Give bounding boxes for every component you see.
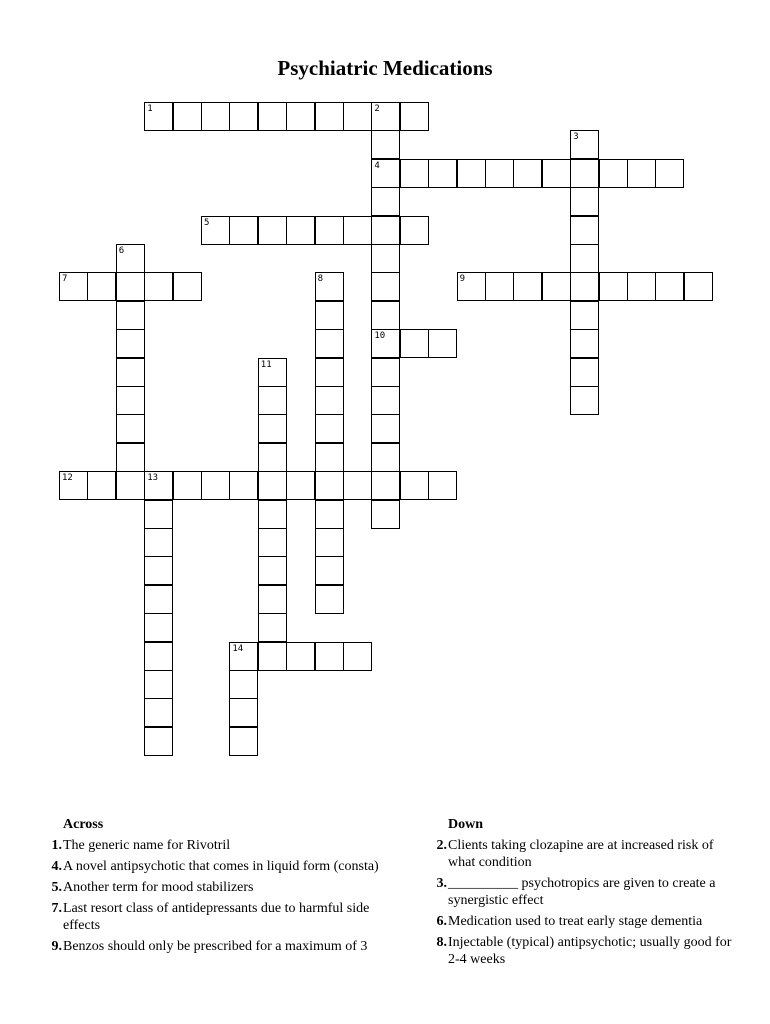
cell-number: 5 (204, 217, 210, 228)
grid-cell[interactable] (87, 471, 116, 500)
grid-cell[interactable] (173, 471, 202, 500)
cell-number: 7 (62, 274, 68, 285)
cell-number: 2 (374, 104, 380, 114)
grid-cell[interactable] (286, 216, 315, 245)
grid-cell[interactable] (371, 301, 400, 330)
grid-cell[interactable] (116, 301, 145, 330)
grid-cell[interactable] (315, 102, 344, 131)
cell-number: 1 (147, 104, 153, 114)
grid-cell[interactable] (400, 329, 429, 358)
grid-cell[interactable] (258, 642, 287, 671)
grid-cell[interactable] (599, 272, 628, 301)
grid-cell[interactable] (286, 471, 315, 500)
grid-cell[interactable] (371, 159, 400, 188)
grid-cell[interactable] (258, 386, 287, 415)
grid-cell[interactable] (570, 130, 599, 159)
grid-cell[interactable] (428, 329, 457, 358)
grid-cell[interactable] (570, 358, 599, 387)
grid-cell[interactable] (570, 159, 599, 188)
grid-cell[interactable] (371, 216, 400, 245)
puzzle-title: Psychiatric Medications (277, 56, 493, 80)
grid-cell[interactable] (229, 216, 258, 245)
grid-cell[interactable] (371, 102, 400, 131)
grid-cell[interactable] (87, 272, 116, 301)
grid-cell[interactable] (315, 642, 344, 671)
grid-cell[interactable] (315, 556, 344, 585)
cell-number: 6 (118, 246, 125, 256)
grid-cell[interactable] (201, 102, 230, 131)
grid-cell[interactable] (144, 272, 173, 301)
grid-cell[interactable] (315, 443, 344, 472)
grid-cell[interactable] (371, 272, 400, 301)
grid-cell[interactable] (116, 244, 145, 273)
across-heading: Across (63, 817, 104, 832)
grid-cell[interactable] (201, 216, 230, 245)
grid-cell[interactable] (116, 272, 145, 301)
grid-cell[interactable] (144, 613, 173, 642)
grid-cell[interactable] (570, 216, 599, 245)
grid-cell[interactable] (144, 500, 173, 529)
grid-cell[interactable] (570, 187, 599, 216)
grid-cell[interactable] (144, 642, 173, 671)
clue-down-3: 3. __________ psychotropics are given to create a synergistic effect (436, 876, 716, 908)
cell-number: 14 (232, 643, 244, 654)
grid-cell[interactable] (173, 102, 202, 131)
grid-cell[interactable] (343, 642, 372, 671)
down-heading: Down (448, 817, 484, 832)
grid-cell[interactable] (315, 386, 344, 415)
grid-cell[interactable] (229, 727, 258, 756)
grid-cell[interactable] (542, 159, 571, 188)
across-clues (48, 816, 398, 959)
cell-number: 10 (374, 331, 386, 342)
grid-cell[interactable] (371, 471, 400, 500)
clue-down-6: 6. Medication used to treat early stage dementia (436, 914, 703, 929)
grid-cell[interactable] (684, 272, 713, 301)
grid-cell[interactable] (599, 159, 628, 188)
grid-cell[interactable] (258, 358, 287, 387)
grid-cell[interactable] (371, 414, 400, 443)
grid-cell[interactable] (570, 272, 599, 301)
grid-cell[interactable] (144, 670, 173, 699)
grid-cell[interactable] (116, 471, 145, 500)
clue-down-8: 8. Injectable (typical) antipsychotic; usually good for 2-4 weeks (436, 935, 732, 967)
grid-cell[interactable] (315, 301, 344, 330)
grid-cell[interactable] (513, 272, 542, 301)
grid-cell[interactable] (315, 585, 344, 614)
grid-cell[interactable] (116, 358, 145, 387)
grid-cell[interactable] (229, 471, 258, 500)
clue-down-2: 2. Clients taking clozapine are at increased risk of what condition (436, 838, 714, 870)
grid-cell[interactable] (229, 670, 258, 699)
grid-cell[interactable] (144, 698, 173, 727)
grid-cell[interactable] (570, 386, 599, 415)
grid-cell[interactable] (229, 642, 258, 671)
grid-cell[interactable] (371, 443, 400, 472)
cell-number: 12 (62, 473, 73, 484)
cell-number: 3 (573, 132, 579, 143)
grid-cell[interactable] (400, 216, 429, 245)
grid-cell[interactable] (258, 471, 287, 500)
clue-across-7: 7. Last resort class of antidepressants due to harmful side effects (51, 901, 370, 933)
clue-across-9: 9. Benzos should only be prescribed for a maximum of 3 (51, 939, 368, 954)
grid-cell[interactable] (116, 329, 145, 358)
grid-cell[interactable] (144, 471, 173, 500)
grid-cell[interactable] (627, 159, 656, 188)
grid-cell[interactable] (315, 358, 344, 387)
grid-cell[interactable] (542, 272, 571, 301)
grid-cell[interactable] (258, 556, 287, 585)
grid-cell[interactable] (315, 414, 344, 443)
grid-cell[interactable] (570, 301, 599, 330)
grid-cell[interactable] (570, 244, 599, 273)
grid-cell[interactable] (144, 585, 173, 614)
grid-cell[interactable] (315, 272, 344, 301)
grid-cell[interactable] (144, 528, 173, 557)
grid-cell[interactable] (400, 159, 429, 188)
grid-cell[interactable] (513, 159, 542, 188)
grid-cell[interactable] (286, 642, 315, 671)
grid-cell[interactable] (428, 471, 457, 500)
cell-number: 13 (147, 473, 159, 484)
grid-cell[interactable] (59, 471, 88, 500)
grid-cell[interactable] (570, 329, 599, 358)
grid-cell[interactable] (371, 130, 400, 159)
grid-cell[interactable] (286, 102, 315, 131)
grid-cell[interactable] (258, 613, 287, 642)
clue-across-5: 5. Another term for mood stabilizers (51, 880, 254, 895)
cell-number: 8 (317, 274, 324, 285)
grid-cell[interactable] (371, 386, 400, 415)
grid-cell[interactable] (627, 272, 656, 301)
grid-cell[interactable] (173, 272, 202, 301)
grid-cell[interactable] (400, 471, 429, 500)
grid-cell[interactable] (258, 443, 287, 472)
clue-across-1: 1. The generic name for Rivotril (51, 838, 231, 853)
down-clues (433, 816, 733, 972)
grid-cell[interactable] (144, 102, 173, 131)
cell-number: 11 (260, 359, 272, 370)
grid-cell[interactable] (457, 272, 486, 301)
grid-cell[interactable] (485, 159, 514, 188)
grid-cell[interactable] (116, 443, 145, 472)
grid-cell[interactable] (655, 272, 684, 301)
grid-cell[interactable] (315, 216, 344, 245)
grid-cell[interactable] (116, 386, 145, 415)
grid-cell[interactable] (457, 159, 486, 188)
grid-cell[interactable] (258, 500, 287, 529)
grid-cell[interactable] (315, 329, 344, 358)
grid-cell[interactable] (371, 187, 400, 216)
grid-cell[interactable] (343, 216, 372, 245)
grid-cell[interactable] (258, 585, 287, 614)
grid-cell[interactable] (258, 102, 287, 131)
cell-number: 4 (374, 160, 380, 171)
grid-cell[interactable] (428, 159, 457, 188)
grid-cell[interactable] (201, 471, 230, 500)
cell-number: 9 (459, 274, 466, 285)
grid-cell[interactable] (315, 500, 344, 529)
grid-cell[interactable] (400, 102, 429, 131)
grid-cell[interactable] (371, 244, 400, 273)
grid-cell[interactable] (655, 159, 684, 188)
grid-cell[interactable] (371, 358, 400, 387)
grid-cell[interactable] (59, 272, 88, 301)
grid-cell[interactable] (229, 102, 258, 131)
grid-cell[interactable] (343, 471, 372, 500)
grid-cell[interactable] (258, 216, 287, 245)
grid-cell[interactable] (229, 698, 258, 727)
grid-cell[interactable] (371, 500, 400, 529)
grid-cell[interactable] (258, 414, 287, 443)
grid-cell[interactable] (144, 727, 173, 756)
grid-cell[interactable] (371, 329, 400, 358)
grid-cell[interactable] (315, 471, 344, 500)
grid-cell[interactable] (343, 102, 372, 131)
clue-across-4: 4. A novel antipsychotic that comes in liquid form (consta) (51, 859, 379, 874)
grid-cell[interactable] (258, 528, 287, 557)
grid-cell[interactable] (485, 272, 514, 301)
grid-cell[interactable] (116, 414, 145, 443)
grid-cell[interactable] (315, 528, 344, 557)
grid-cell[interactable] (144, 556, 173, 585)
